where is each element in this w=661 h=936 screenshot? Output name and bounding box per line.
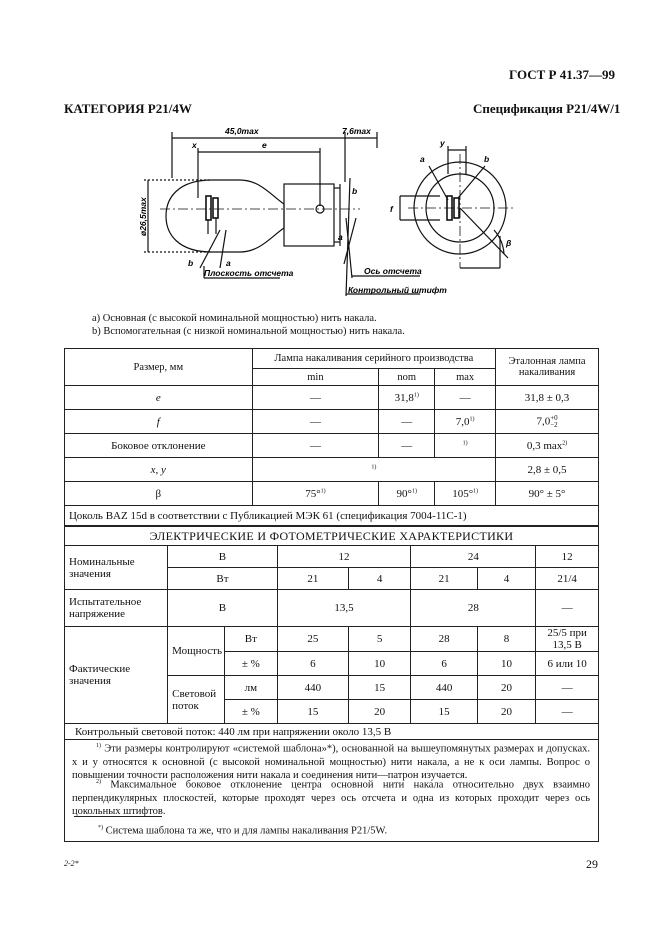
footnote-star: *) Система шаблона та же, что и для лампы накаливания P21/5W. xyxy=(98,825,388,837)
table-row: e — 31,8$^{1)}$ — 31,8 ± 0,3 xyxy=(65,386,599,410)
footer-left: 2-2* xyxy=(64,859,79,868)
lamp-base xyxy=(284,184,334,246)
dim-f-label: f xyxy=(390,204,393,214)
label-a-side: a xyxy=(226,258,231,268)
base-row: Цоколь BAZ 15d в соответствии с Публикацией МЭК 61 (спецификация 7004-11C-1) xyxy=(65,506,599,526)
power-label: Мощность xyxy=(168,627,225,676)
col-size-header: Размер, мм xyxy=(65,349,253,386)
footnote-divider xyxy=(74,816,162,817)
control-flux-row: Контрольный световой поток: 440 лм при напряжении около 13,5 В xyxy=(65,724,599,740)
dim-e-label: e xyxy=(262,140,267,150)
sub-nom: nom xyxy=(379,369,435,386)
footnote-2: $^{2)}$ Максимальное боковое отклонение центра основной нити накала относительно двух взаимно перпендикулярных плоскостей, которые проходят через ось отсчета и одна из которых проходит через ось цокольных штифтов. xyxy=(72,779,590,817)
standard-number: ГОСТ Р 41.37—99 xyxy=(509,67,615,82)
electrical-title: ЭЛЕКТРИЧЕСКИЕ И ФОТОМЕТРИЧЕСКИЕ ХАРАКТЕРИСТИКИ xyxy=(65,527,599,546)
lamp-drawing xyxy=(120,118,620,308)
label-a-front: a xyxy=(420,154,425,164)
ref-plane-label: Плоскость отсчета xyxy=(204,268,294,278)
beta-label: β xyxy=(506,238,512,248)
label-b-side: b xyxy=(188,258,194,268)
note-b: b) Вспомогательная (с низкой номинальной мощностью) нить накала. xyxy=(92,326,405,337)
label-a-cap: a xyxy=(338,232,343,242)
specification-title: Спецификация P21/4W/1 xyxy=(473,101,621,116)
electrical-table: ЭЛЕКТРИЧЕСКИЕ И ФОТОМЕТРИЧЕСКИЕ ХАРАКТЕРИСТИКИ Номинальные значения В 12 24 12 Вт 21 4 21 4 21/4 Испытательное напряжение В 13,5 28 — Фактические значения Мощность Вт 25 5 28 8 25/5 при 13,5 В ± % 6 10 6 10 6 или 10 Световой поток лм 440 15 440 20 — ± % 15 20 15 20 — Контрольный световой поток: 440 лм при напряжении около 13,5 В xyxy=(64,526,599,740)
label-b-cap: b xyxy=(352,186,358,196)
col-ref-header: Эталонная лампа накаливания xyxy=(496,349,599,386)
bulb-outline xyxy=(166,180,284,252)
sub-max: max xyxy=(435,369,496,386)
dimensions-table xyxy=(64,348,599,526)
page-number: 29 xyxy=(586,857,598,871)
actual-values-label: Фактические значения xyxy=(65,627,168,724)
dim-total-label: 45,0max xyxy=(225,126,259,136)
control-pin-label: Контрольный штифт xyxy=(348,285,447,295)
dim-diameter-label: ø26,5max xyxy=(138,197,148,236)
nominal-label: Номинальные значения xyxy=(65,546,168,590)
flux-label: Световой поток xyxy=(168,676,225,724)
table-row: x, y $^{1)}$ 2,8 ± 0,5 xyxy=(65,458,599,482)
table-row: f — — 7,0$^{1)}$ 7,0+0 −2 xyxy=(65,410,599,434)
test-voltage-label: Испытательное напряжение xyxy=(65,590,168,627)
note-a: a) Основная (с высокой номинальной мощностью) нить накала. xyxy=(92,313,377,324)
footnote-1: $^{1)}$ Эти размеры контролируют «системой шаблона»*), основанной на вышеупомянутых размерах и допусках. x и y относятся к основной (с высокой номинальной мощностью) нити накала, а не к оси лампы. Вопрос о повышении точности расположения нити накала и соединения нити—патрон изучается. xyxy=(72,743,591,781)
table-row: β 75°$^{1)}$ 90°$^{1)}$ 105°$^{1)}$ 90° ± 5° xyxy=(65,482,599,506)
category-title: КАТЕГОРИЯ P21/4W xyxy=(64,101,192,116)
label-b-front: b xyxy=(484,154,490,164)
col-serial-header: Лампа накаливания серийного производства xyxy=(252,349,496,369)
dim-cap-label: 7,6max xyxy=(342,126,371,136)
dim-y-label: y xyxy=(440,138,445,148)
sub-min: min xyxy=(252,369,379,386)
table-row: Боковое отклонение — — $^{1)}$ 0,3 $\max^{2)}$ xyxy=(65,434,599,458)
dim-x-label: x xyxy=(192,140,197,150)
ref-axis-label: Ось отсчета xyxy=(364,266,422,276)
